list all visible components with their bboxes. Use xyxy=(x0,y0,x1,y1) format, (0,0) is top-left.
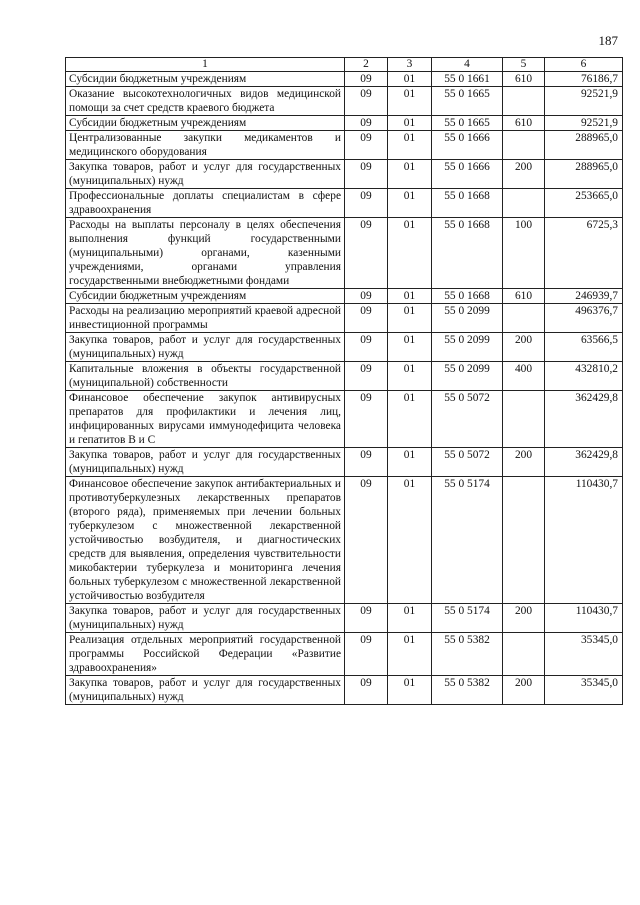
row-subsection-cell: 01 xyxy=(388,477,432,604)
row-target-article-cell: 55 0 5072 xyxy=(432,391,503,448)
row-target-article-cell: 55 0 5174 xyxy=(432,477,503,604)
row-expense-type-cell: 100 xyxy=(503,218,545,289)
row-name-cell: Профессиональные доплаты специалистам в сфере здравоохранения xyxy=(66,189,345,218)
row-subsection-cell: 01 xyxy=(388,391,432,448)
table-row xyxy=(66,477,623,604)
row-amount-cell: 246939,7 xyxy=(545,289,623,304)
row-target-article-cell: 55 0 5382 xyxy=(432,676,503,705)
row-section-cell: 09 xyxy=(345,676,388,705)
row-section-cell: 09 xyxy=(345,304,388,333)
budget-table xyxy=(65,57,623,705)
row-target-article-cell: 55 0 1665 xyxy=(432,87,503,116)
row-subsection-cell: 01 xyxy=(388,72,432,87)
row-target-article-cell: 55 0 5174 xyxy=(432,604,503,633)
table-row xyxy=(66,131,623,160)
row-subsection-cell: 01 xyxy=(388,333,432,362)
row-expense-type-cell xyxy=(503,304,545,333)
row-subsection-cell: 01 xyxy=(388,218,432,289)
row-expense-type-cell xyxy=(503,131,545,160)
row-subsection-cell: 01 xyxy=(388,289,432,304)
row-expense-type-cell: 610 xyxy=(503,72,545,87)
row-target-article-cell: 55 0 5072 xyxy=(432,448,503,477)
table-row xyxy=(66,304,623,333)
row-name-cell: Закупка товаров, работ и услуг для государственных (муниципальных) нужд xyxy=(66,160,345,189)
table-row xyxy=(66,333,623,362)
row-subsection-cell: 01 xyxy=(388,87,432,116)
row-name-cell: Оказание высокотехнологичных видов медицинской помощи за счет средств краевого бюджета xyxy=(66,87,345,116)
table-row xyxy=(66,87,623,116)
row-amount-cell: 362429,8 xyxy=(545,448,623,477)
row-section-cell: 09 xyxy=(345,189,388,218)
column-header: 3 xyxy=(388,58,432,72)
row-subsection-cell: 01 xyxy=(388,448,432,477)
row-amount-cell: 253665,0 xyxy=(545,189,623,218)
row-amount-cell: 35345,0 xyxy=(545,676,623,705)
table-row xyxy=(66,633,623,676)
row-subsection-cell: 01 xyxy=(388,189,432,218)
row-amount-cell: 110430,7 xyxy=(545,604,623,633)
row-expense-type-cell xyxy=(503,87,545,116)
row-expense-type-cell: 200 xyxy=(503,676,545,705)
row-expense-type-cell xyxy=(503,477,545,604)
row-expense-type-cell: 200 xyxy=(503,333,545,362)
row-name-cell: Закупка товаров, работ и услуг для государственных (муниципальных) нужд xyxy=(66,604,345,633)
row-expense-type-cell: 610 xyxy=(503,289,545,304)
column-header: 1 xyxy=(66,58,345,72)
row-amount-cell: 110430,7 xyxy=(545,477,623,604)
row-target-article-cell: 55 0 2099 xyxy=(432,333,503,362)
row-target-article-cell: 55 0 1668 xyxy=(432,218,503,289)
row-target-article-cell: 55 0 2099 xyxy=(432,362,503,391)
row-section-cell: 09 xyxy=(345,477,388,604)
row-target-article-cell: 55 0 2099 xyxy=(432,304,503,333)
row-name-cell: Закупка товаров, работ и услуг для государственных (муниципальных) нужд xyxy=(66,448,345,477)
table-row xyxy=(66,289,623,304)
row-amount-cell: 288965,0 xyxy=(545,160,623,189)
row-target-article-cell: 55 0 1666 xyxy=(432,131,503,160)
row-subsection-cell: 01 xyxy=(388,676,432,705)
column-header: 2 xyxy=(345,58,388,72)
row-expense-type-cell: 200 xyxy=(503,448,545,477)
table-row xyxy=(66,604,623,633)
row-name-cell: Субсидии бюджетным учреждениям xyxy=(66,289,345,304)
row-expense-type-cell: 400 xyxy=(503,362,545,391)
row-amount-cell: 92521,9 xyxy=(545,87,623,116)
row-subsection-cell: 01 xyxy=(388,633,432,676)
row-name-cell: Закупка товаров, работ и услуг для государственных (муниципальных) нужд xyxy=(66,676,345,705)
row-section-cell: 09 xyxy=(345,160,388,189)
row-expense-type-cell xyxy=(503,189,545,218)
row-subsection-cell: 01 xyxy=(388,304,432,333)
table-row xyxy=(66,362,623,391)
row-amount-cell: 76186,7 xyxy=(545,72,623,87)
row-target-article-cell: 55 0 5382 xyxy=(432,633,503,676)
row-section-cell: 09 xyxy=(345,333,388,362)
row-name-cell: Субсидии бюджетным учреждениям xyxy=(66,72,345,87)
row-name-cell: Финансовое обеспечение закупок антивирусных препаратов для профилактики и лечения лиц, инфицированных вирусами иммунодефицита человека и гепатитов В и С xyxy=(66,391,345,448)
row-subsection-cell: 01 xyxy=(388,160,432,189)
row-amount-cell: 288965,0 xyxy=(545,131,623,160)
row-section-cell: 09 xyxy=(345,218,388,289)
row-amount-cell: 35345,0 xyxy=(545,633,623,676)
row-subsection-cell: 01 xyxy=(388,362,432,391)
row-amount-cell: 432810,2 xyxy=(545,362,623,391)
row-section-cell: 09 xyxy=(345,131,388,160)
row-amount-cell: 6725,3 xyxy=(545,218,623,289)
table-header-row xyxy=(66,58,623,72)
row-name-cell: Капитальные вложения в объекты государственной (муниципальной) собственности xyxy=(66,362,345,391)
column-header: 5 xyxy=(503,58,545,72)
row-section-cell: 09 xyxy=(345,391,388,448)
row-amount-cell: 362429,8 xyxy=(545,391,623,448)
row-subsection-cell: 01 xyxy=(388,131,432,160)
row-target-article-cell: 55 0 1668 xyxy=(432,289,503,304)
row-name-cell: Расходы на выплаты персоналу в целях обеспечения выполнения функций государственными (муниципальными) органами, казенными учреждениями, органами управления государственными внебюджетными фондами xyxy=(66,218,345,289)
row-name-cell: Централизованные закупки медикаментов и медицинского оборудования xyxy=(66,131,345,160)
row-amount-cell: 92521,9 xyxy=(545,116,623,131)
row-expense-type-cell xyxy=(503,633,545,676)
row-name-cell: Финансовое обеспечение закупок антибактериальных и противотуберкулезных лекарственных препаратов (второго ряда), применяемых при лечении больных туберкулезом с множественной лекарственной устойчивостью возбудителя, и диагностических средств для выявления, определения чувствительности микобактерии туберкулеза и мониторинга лечения больных туберкулезом с множественной лекарственной устойчивостью возбудителя xyxy=(66,477,345,604)
table-row xyxy=(66,160,623,189)
row-amount-cell: 496376,7 xyxy=(545,304,623,333)
row-section-cell: 09 xyxy=(345,633,388,676)
row-subsection-cell: 01 xyxy=(388,604,432,633)
row-section-cell: 09 xyxy=(345,362,388,391)
column-header: 4 xyxy=(432,58,503,72)
table-row xyxy=(66,448,623,477)
table-row xyxy=(66,116,623,131)
row-section-cell: 09 xyxy=(345,289,388,304)
row-expense-type-cell: 200 xyxy=(503,604,545,633)
table-row xyxy=(66,676,623,705)
row-expense-type-cell: 200 xyxy=(503,160,545,189)
column-header: 6 xyxy=(545,58,623,72)
row-target-article-cell: 55 0 1668 xyxy=(432,189,503,218)
table-row xyxy=(66,391,623,448)
table-row xyxy=(66,218,623,289)
row-name-cell: Реализация отдельных мероприятий государственной программы Российской Федерации «Развитие здравоохранения» xyxy=(66,633,345,676)
page-number: 187 xyxy=(598,33,618,48)
row-target-article-cell: 55 0 1661 xyxy=(432,72,503,87)
row-section-cell: 09 xyxy=(345,87,388,116)
table-row xyxy=(66,189,623,218)
row-name-cell: Субсидии бюджетным учреждениям xyxy=(66,116,345,131)
row-name-cell: Закупка товаров, работ и услуг для государственных (муниципальных) нужд xyxy=(66,333,345,362)
row-subsection-cell: 01 xyxy=(388,116,432,131)
row-expense-type-cell xyxy=(503,391,545,448)
row-target-article-cell: 55 0 1666 xyxy=(432,160,503,189)
table-row xyxy=(66,72,623,87)
row-section-cell: 09 xyxy=(345,72,388,87)
row-amount-cell: 63566,5 xyxy=(545,333,623,362)
row-expense-type-cell: 610 xyxy=(503,116,545,131)
row-section-cell: 09 xyxy=(345,448,388,477)
row-section-cell: 09 xyxy=(345,116,388,131)
row-target-article-cell: 55 0 1665 xyxy=(432,116,503,131)
row-name-cell: Расходы на реализацию мероприятий краевой адресной инвестиционной программы xyxy=(66,304,345,333)
row-section-cell: 09 xyxy=(345,604,388,633)
